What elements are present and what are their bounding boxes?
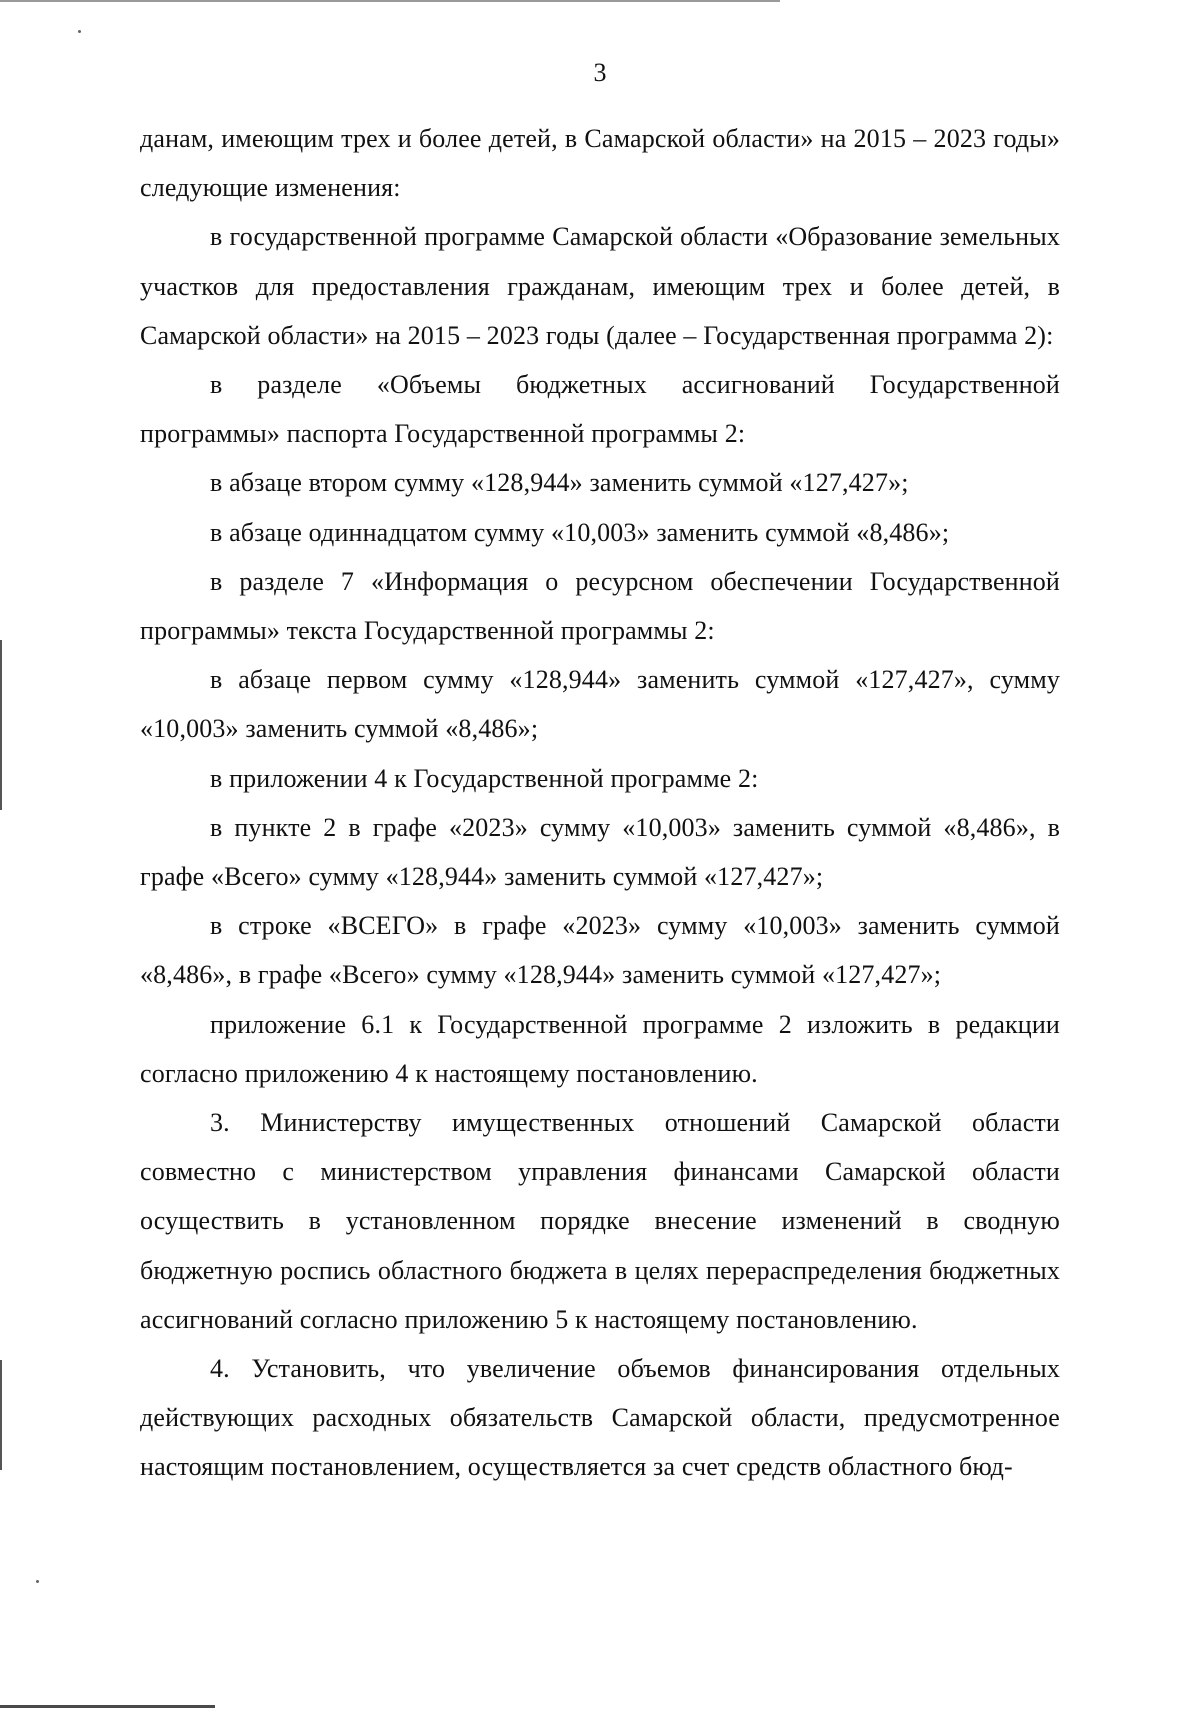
paragraph: в приложении 4 к Государственной программе 2: bbox=[210, 763, 759, 793]
paragraph: в абзаце первом сумму «128,944» заменить суммой «127,427», сумму «10,003» заменить суммой «8,486»; bbox=[140, 665, 1060, 744]
paragraph: 4. Установить, что увеличение объемов финансирования отдельных действующих расходных обязательств Самарской области, предусмотренное настоящим постановлением, осуществляется за счет средств областного бюд- bbox=[140, 1354, 1060, 1482]
paragraph: в разделе «Объемы бюджетных ассигнований Государственной программы» паспорта Государственной программы 2: bbox=[140, 370, 1060, 449]
paragraph: в государственной программе Самарской области «Образование земельных участков для предоставления гражданам, имеющим трех и более детей, в Самарской области» на 2015 – 2023 годы (далее – Государственная программа 2): bbox=[140, 222, 1060, 350]
scan-edge-line bbox=[0, 0, 780, 2]
paragraph: в абзаце втором сумму «128,944» заменить суммой «127,427»; bbox=[210, 468, 909, 498]
paragraph: в пункте 2 в графе «2023» сумму «10,003» заменить суммой «8,486», в графе «Всего» сумму «128,944» заменить суммой «127,427»; bbox=[140, 812, 1060, 892]
paragraph: 3. Министерству имущественных отношений Самарской области совместно с министерством управления финансами Самарской области осуществить в установленном порядке внесение изменений в сводную бюджетную роспись областного бюджета в целях перераспределения бюджетных ассигнований согласно приложению 5 к настоящему постановлению. bbox=[140, 1108, 1060, 1334]
document-body bbox=[140, 114, 1060, 1492]
scan-speck bbox=[36, 1580, 39, 1583]
scan-edge-mark bbox=[0, 1360, 2, 1470]
paragraph: приложение 6.1 к Государственной программе 2 изложить в редакции согласно приложению 4 к настоящему постановлению. bbox=[140, 1009, 1060, 1088]
scan-edge-line bbox=[0, 1705, 215, 1708]
paragraph: данам, имеющим трех и более детей, в Самарской области» на 2015 – 2023 годы» следующие изменения: bbox=[140, 124, 1060, 203]
scan-edge-mark bbox=[0, 640, 2, 810]
paragraph: в разделе 7 «Информация о ресурсном обеспечении Государственной программы» текста Государственной программы 2: bbox=[140, 566, 1060, 646]
paragraph: в абзаце одиннадцатом сумму «10,003» заменить суммой «8,486»; bbox=[210, 517, 950, 547]
scan-speck bbox=[78, 30, 81, 33]
page-number: 3 bbox=[593, 58, 607, 87]
paragraph: в строке «ВСЕГО» в графе «2023» сумму «10,003» заменить суммой «8,486», в графе «Всего» сумму «128,944» заменить суммой «127,427»; bbox=[140, 911, 1060, 990]
